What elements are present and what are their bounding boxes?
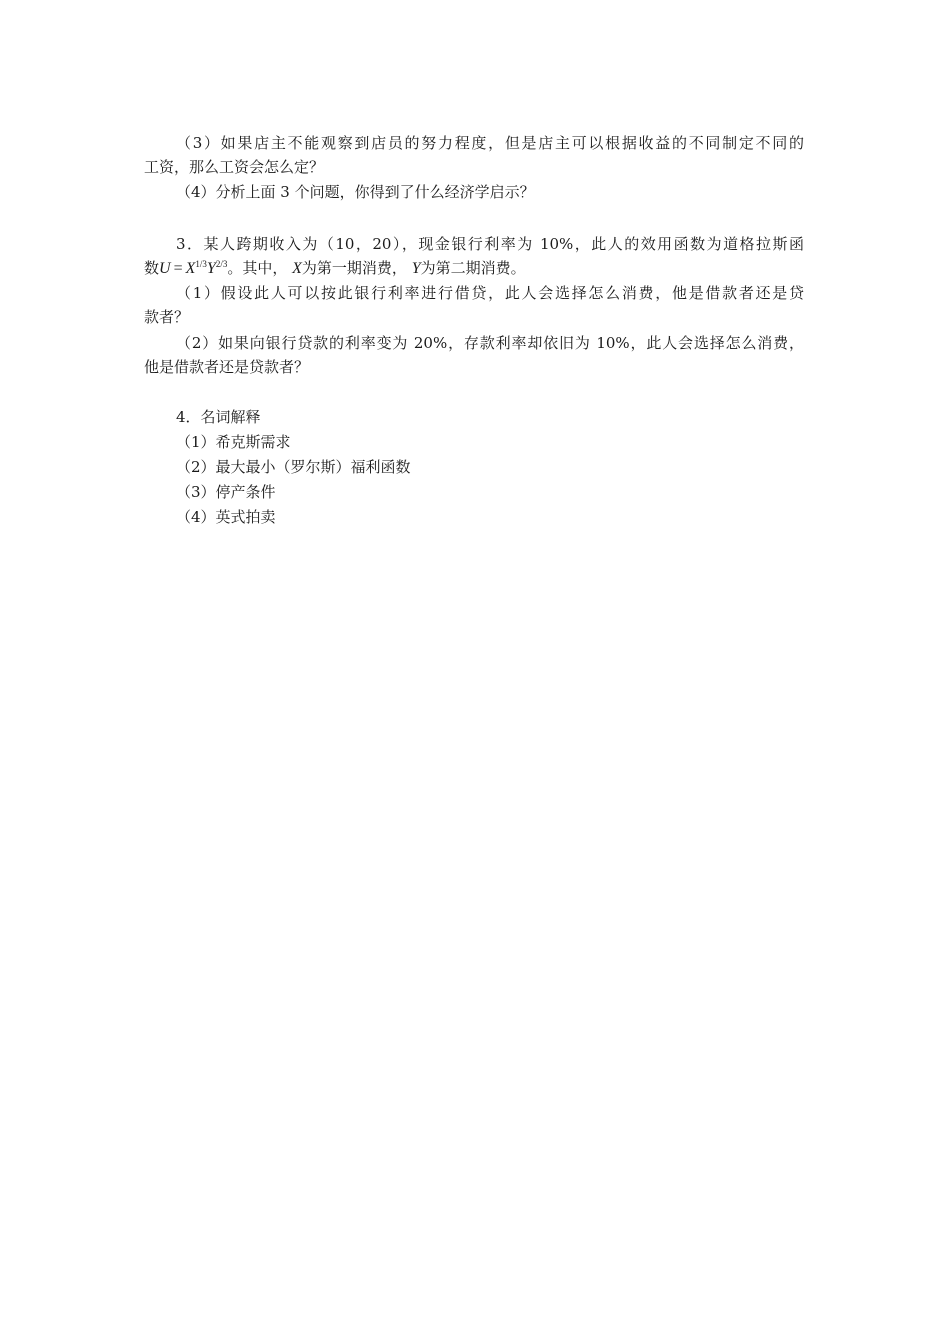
q4-item-1: （1）希克斯需求 bbox=[176, 433, 291, 451]
formula-y-exponent: 2/3 bbox=[215, 259, 228, 269]
q2-part3-line2: 工资，那么工资会怎么定？ bbox=[144, 158, 325, 176]
q3-stem-suffix-b: 为第一期消费， bbox=[301, 259, 407, 277]
var-x: X bbox=[292, 260, 302, 277]
q2-part4: （4）分析上面 3 个问题，你得到了什么经济学启示？ bbox=[176, 183, 535, 201]
q3-stem-suffix-c: 为第二期消费。 bbox=[420, 259, 526, 277]
formula-u: U bbox=[159, 260, 171, 277]
q3-part2-line2: 他是借款者还是贷款者？ bbox=[144, 358, 310, 376]
q2-part3-line1: （3）如果店主不能观察到店员的努力程度，但是店主可以根据收益的不同制定不同的 bbox=[176, 134, 804, 152]
formula-y: Y bbox=[206, 260, 216, 277]
q3-stem-prefix: 数 bbox=[144, 259, 160, 277]
utility-formula bbox=[159, 260, 227, 277]
var-y: Y bbox=[411, 260, 421, 277]
q3-part1-line2: 款者？ bbox=[144, 308, 190, 326]
q3-stem-suffix-a: 。其中， bbox=[227, 259, 288, 277]
q4-item-4: （4）英式拍卖 bbox=[176, 508, 276, 526]
q4-item-2: （2）最大最小（罗尔斯）福利函数 bbox=[176, 458, 411, 476]
q4-item-3: （3）停产条件 bbox=[176, 483, 276, 501]
q3-part1-line1: （1）假设此人可以按此银行利率进行借贷，此人会选择怎么消费，他是借款者还是贷 bbox=[176, 284, 804, 302]
q3-stem-line2 bbox=[144, 257, 526, 280]
formula-x: X bbox=[185, 260, 196, 277]
q4-heading: 4．名词解释 bbox=[176, 408, 261, 426]
q3-stem-line1: 3．某人跨期收入为（10，20），现金银行利率为 10%，此人的效用函数为道格拉斯函 bbox=[176, 235, 804, 253]
q3-part2-line1: （2）如果向银行贷款的利率变为 20%，存款利率却依旧为 10%，此人会选择怎么消费， bbox=[176, 334, 804, 352]
formula-x-exponent: 1/3 bbox=[195, 259, 207, 269]
formula-equals: = bbox=[173, 260, 183, 277]
